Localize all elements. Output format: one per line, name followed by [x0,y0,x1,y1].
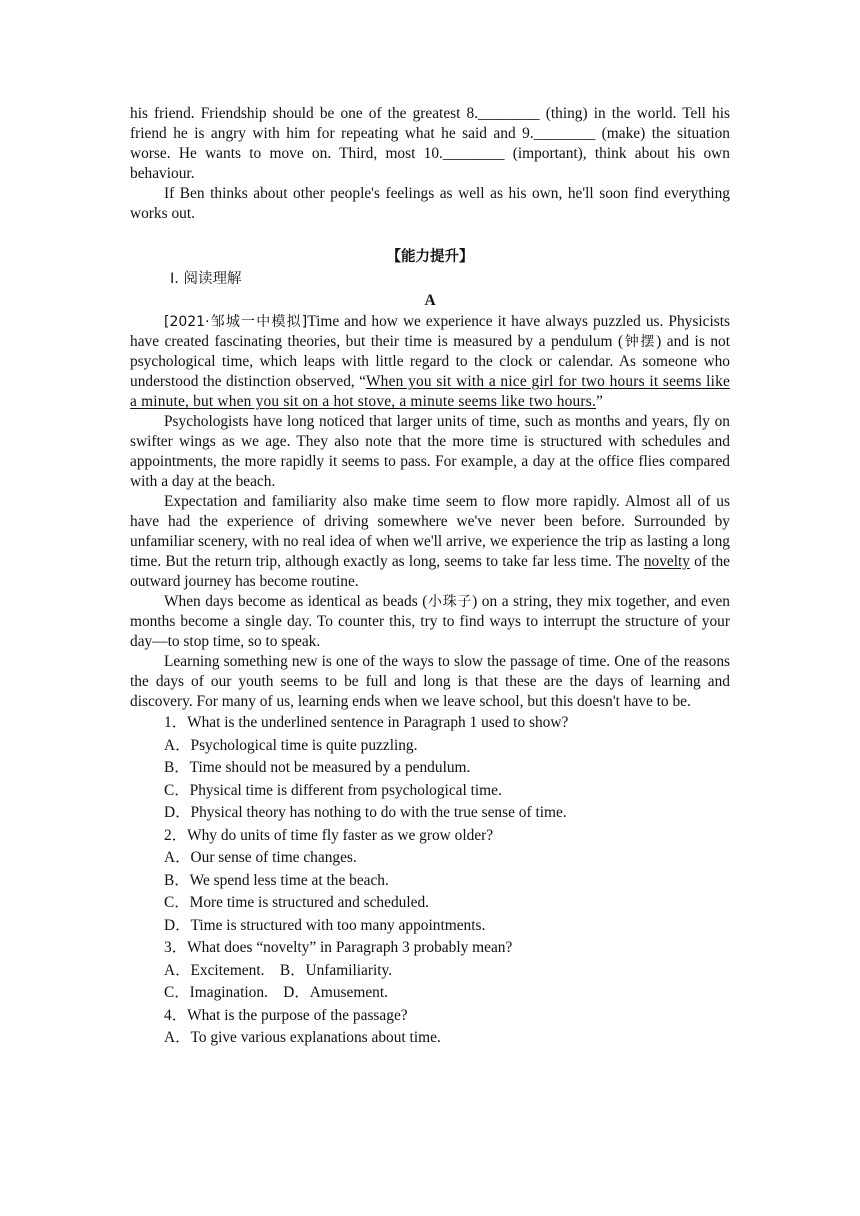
question-1-stem: 1．What is the underlined sentence in Paragraph 1 used to show? [164,714,569,731]
question-2-stem: 2．Why do units of time fly faster as we grow older? [164,826,494,844]
question-3-stem: 3．What does “novelty” in Paragraph 3 probably mean? [164,939,513,956]
p4-text-a: When days become as identical as beads ( [164,593,428,610]
p4-text-b: ) on a string, they mix together, and even months become a single day. To counter this, try to find ways to interrupt the structure of your day—to stop time, so to speak. [130,593,731,650]
p3-text-a: Expectation and familiarity also make time seem to flow more rapidly. Almost all of us have had the experience of driving somewhere we've never been before. Surrounded by unfamiliar scenery, with no real idea of when we'll arrive, we experience the trip as lasting a long time. But the return trip, although exactly as long, seems to take far less time. The [130,493,730,570]
underlined-word-novelty: novelty [643,553,690,570]
question-2-option: A．Our sense of time changes. [164,849,357,866]
p3-text-b: of the outward journey has become routine. [130,553,730,590]
passage-paragraph-3 [130,492,730,592]
p1-text: Time and how we experience it have always puzzled us. Physicists have created fascinating theories, but their time is measured by a pendulum ( [130,313,730,350]
passage-paragraph-5: Learning something new is one of the ways to slow the passage of time. One of the reasons the days of our youth seems to be full and long is that these are the days of learning and discovery. For many of us, learning ends when we leave school, but this doesn't have to be. [130,653,730,710]
section-title: 【能力提升】 [386,249,474,265]
question-1-option: D．Physical theory has nothing to do with the true sense of time. [164,804,567,821]
question-4-option: A．To give various explanations about time. [164,1029,441,1046]
p1-text-2: ) and is not psychological time, which leaps with little regard to the clock or calendar. As someone who understood the distinction observed, “ [130,333,730,390]
question-2-option: B．We spend less time at the beach. [164,871,389,889]
passage-paragraph-4 [130,592,730,652]
question-4-stem: 4．What is the purpose of the passage? [164,1006,408,1024]
p4-gloss: 小珠子 [427,594,473,610]
subsection-title: Ⅰ. 阅读理解 [170,271,242,287]
question-3-option: A．Excitement. B．Unfamiliarity. [164,961,393,979]
question-1-option: A．Psychological time is quite puzzling. [164,736,418,754]
intro-paragraph-2: If Ben thinks about other people's feelings as well as his own, he'll soon find everything works out. [130,185,730,222]
questions [130,712,730,1050]
question-2-option: D．Time is structured with too many appointments. [164,916,486,934]
question-2-option: C．More time is structured and scheduled. [164,894,429,911]
passage-letter: A [424,292,436,309]
source-tag: [2021·邹城一中模拟] [164,314,308,330]
passage-paragraph-1 [130,312,730,412]
document-page [130,104,730,1050]
underlined-sentence: When you sit with a nice girl for two hours it seems like a minute, but when you sit on a hot stove, a minute seems like two hours. [130,373,730,410]
question-1-option: C．Physical time is different from psychological time. [164,781,502,799]
question-3-option: C．Imagination. D．Amusement. [164,984,388,1001]
passage-paragraph-2: Psychologists have long noticed that larger units of time, such as months and years, fly on swifter wings as we age. They also note that the more time is structured with schedules and appointments, the more rapidly it seems to pass. For example, a day at the office flies compared with a day at the beach. [130,413,730,490]
question-1-option: B．Time should not be measured by a pendulum. [164,759,471,776]
p1-end: ” [596,393,603,410]
intro-paragraph-1: his friend. Friendship should be one of the greatest 8.________ (thing) in the world. Tell his friend he is angry with him for repeating what he said and 9.________ (make) the situation worse. He wants to move on. Third, most 10.________ (important), think about his own behaviour. [130,105,730,182]
p1-gloss: 钟摆 [623,334,657,350]
